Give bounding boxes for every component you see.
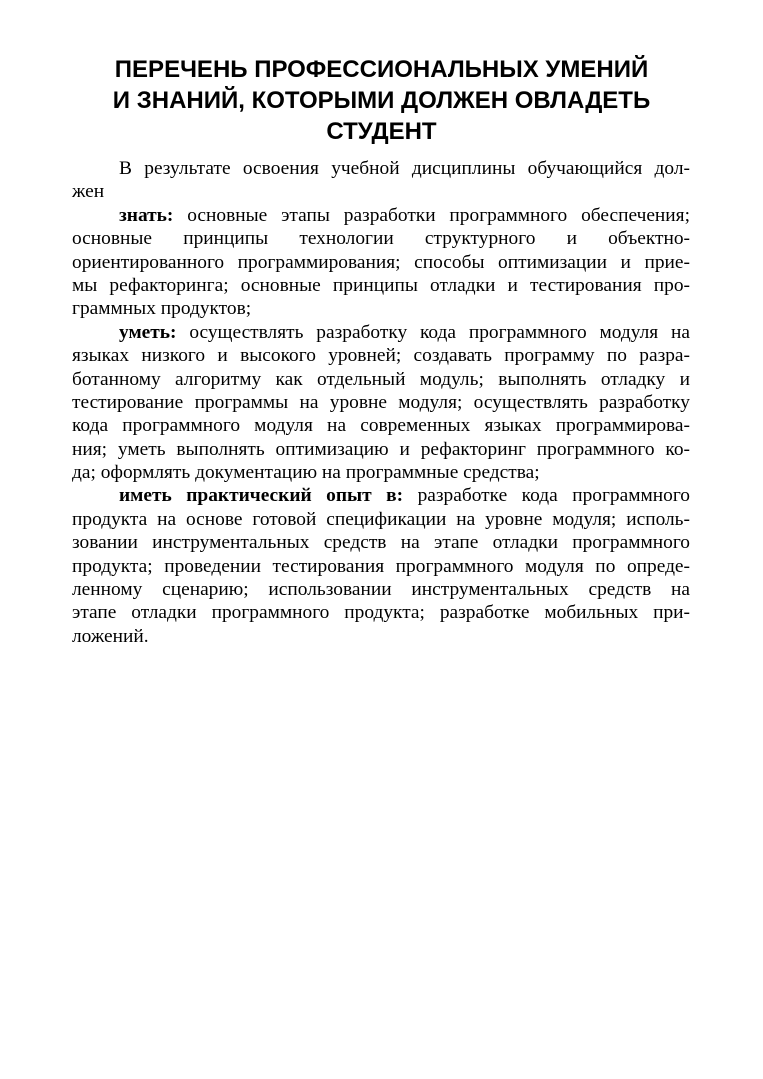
text-line: продукта; проведении тестирования программного модуля по опреде- (72, 555, 690, 577)
text-line: продукта на основе готовой спецификации на уровне модуля; исполь- (72, 508, 690, 530)
title-line: СТУДЕНТ (326, 118, 437, 145)
text-line: кода программного модуля на современных языках программирова- (72, 415, 690, 437)
text-line (72, 484, 690, 507)
text-line: этапе отладки программного продукта; разработке мобильных при- (72, 602, 690, 624)
text-line: да; оформлять документацию на программные средства; (72, 462, 540, 484)
text-line (72, 204, 690, 227)
experience-paragraph (72, 484, 690, 648)
title-line: И ЗНАНИЙ, КОТОРЫМИ ДОЛЖЕН ОВЛАДЕТЬ (112, 87, 651, 114)
experience-label: иметь практический опыт в: (119, 485, 404, 507)
text-line: ложений. (72, 625, 149, 647)
text-line: жен (72, 181, 105, 203)
know-text: основные этапы разработки программного обеспечения; (173, 204, 690, 226)
text-line: ботанному алгоритму как отдельный модуль; выполнять отладку и (72, 368, 690, 390)
can-text: осуществлять разработку кода программного модуля на (176, 321, 690, 343)
text-line: граммных продуктов; (72, 298, 252, 320)
document-body (72, 157, 690, 648)
text-line: ориентированного программирования; способы оптимизации и прие- (72, 251, 690, 273)
know-paragraph (72, 204, 690, 321)
text-line: мы рефакторинга; основные принципы отладки и тестирования про- (72, 274, 690, 296)
text-line: зовании инструментальных средств на этапе отладки программного (72, 532, 690, 554)
can-label: уметь: (119, 321, 177, 343)
can-paragraph (72, 321, 690, 485)
experience-text: разработке кода программного (403, 485, 690, 507)
text-line: В результате освоения учебной дисциплины обучающийся дол- (119, 158, 690, 179)
text-line (72, 321, 690, 344)
page-title (60, 54, 703, 147)
text-line: тестирование программы на уровне модуля; осуществлять разработку (72, 391, 690, 413)
know-label: знать: (119, 204, 174, 226)
text-line: основные принципы технологии структурного и объектно- (72, 228, 690, 250)
text-line: ния; уметь выполнять оптимизацию и рефакторинг программного ко- (72, 438, 690, 460)
text-line: ленному сценарию; использовании инструментальных средств на (72, 579, 690, 601)
text-line: языках низкого и высокого уровней; создавать программу по разра- (72, 345, 690, 367)
title-line: ПЕРЕЧЕНЬ ПРОФЕССИОНАЛЬНЫХ УМЕНИЙ (114, 56, 649, 83)
intro-paragraph (72, 157, 690, 204)
